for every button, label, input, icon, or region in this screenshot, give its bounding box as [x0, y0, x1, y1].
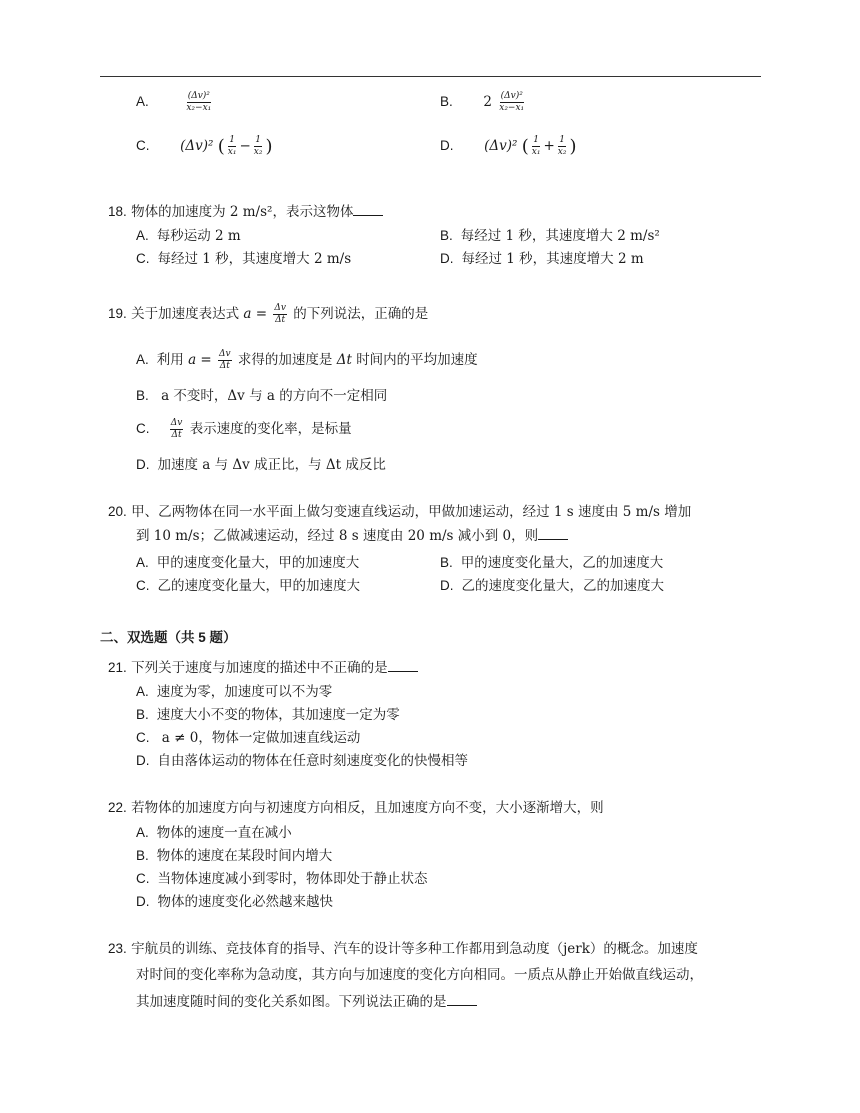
option-letter: A. [136, 684, 149, 699]
option-letter: B. [136, 848, 149, 863]
option-letter: C. [136, 578, 150, 593]
text: 每经过 1 秒，其速度增大 2 m/s² [460, 228, 660, 244]
option-letter: C. [136, 421, 150, 436]
q17-a-fraction [185, 92, 212, 113]
q21-stem [108, 656, 418, 676]
option-letter: B. [440, 94, 453, 109]
q18-option-a[interactable] [136, 224, 241, 244]
option-letter: B. [136, 707, 149, 722]
q23-stem-line1 [108, 937, 698, 957]
text: − [239, 138, 251, 154]
text: 21. [108, 660, 127, 675]
text: x₂−x₁ [186, 103, 212, 113]
option-letter: A. [136, 555, 149, 570]
q21-option-c[interactable] [136, 726, 360, 746]
answer-blank[interactable] [447, 993, 477, 1006]
text: 物体的速度一直在减小 [156, 825, 292, 841]
option-letter: D. [136, 753, 150, 768]
option-letter: B. [440, 228, 453, 243]
text: 乙的速度变化量大，甲的加速度大 [157, 578, 360, 594]
q18-option-c[interactable] [136, 247, 351, 267]
q23-stem-line2 [136, 963, 703, 983]
text: 的下列说法，正确的是 [293, 306, 429, 322]
option-letter: D. [136, 894, 150, 909]
text: + [543, 138, 555, 154]
option-letter: B. [440, 555, 453, 570]
option-letter: A. [136, 352, 149, 367]
text: 宇航员的训练、竞技体育的指导、汽车的设计等多种工作都用到急动度（jerk）的概念。加速度 [131, 941, 698, 957]
option-letter: C. [136, 730, 150, 745]
option-letter: A. [136, 94, 149, 109]
text: 2 [483, 94, 492, 110]
text: (Δv)² [180, 138, 214, 154]
q19-option-d[interactable] [136, 453, 386, 473]
text: 若物体的加速度方向与初速度方向相反，且加速度方向不变，大小逐渐增大，则 [131, 800, 604, 816]
text: 甲的速度变化量大，甲的加速度大 [156, 555, 360, 571]
text: (Δv)² [187, 91, 210, 101]
header-rule [100, 76, 761, 77]
q21-option-b[interactable] [136, 703, 400, 723]
section-title: 二、双选题（共 5 题） [100, 630, 237, 645]
q21-option-d[interactable] [136, 749, 468, 769]
text: 求得的加速度是 [237, 352, 333, 368]
q20-option-a[interactable] [136, 551, 359, 571]
option-letter: C. [136, 251, 150, 266]
text: 23. [108, 941, 127, 956]
text: 对时间的变化率称为急动度，其方向与加速度的变化方向相同。一质点从静止开始做直线运动， [136, 967, 703, 983]
text: 22. [108, 800, 127, 815]
q20-option-b[interactable] [440, 551, 663, 571]
text: (Δv)² [500, 91, 523, 101]
answer-blank[interactable] [538, 527, 568, 540]
answer-blank[interactable] [388, 659, 418, 672]
answer-blank[interactable] [353, 203, 383, 216]
q19-option-a[interactable]: A. 利用 a = $\frac{\Delta v}{\Delta t}$ 求得的加速度是 Δt 时间内的平均加速度 [136, 349, 478, 371]
text: 下列关于速度与加速度的描述中不正确的是 [131, 660, 388, 676]
q20-option-c[interactable] [136, 574, 360, 594]
option-letter: D. [440, 138, 454, 153]
text: (Δv)² [484, 138, 518, 154]
text: 甲、乙两物体在同一水平面上做匀变速直线运动，甲做加速运动，经过 1 s 速度由 5 m/s 增加 [131, 504, 692, 520]
text: 物体的加速度为 2 m/s²，表示这物体 [131, 204, 354, 220]
text: 速度为零，加速度可以不为零 [156, 684, 333, 700]
q19-option-c[interactable]: C. $\frac{\Delta v}{\Delta t}$ 表示速度的变化率，是标量 [136, 418, 352, 440]
text: 自由落体运动的物体在任意时刻速度变化的快慢相等 [157, 753, 468, 769]
q21-option-a[interactable] [136, 680, 332, 700]
option-letter: D. [440, 251, 454, 266]
q19-option-b[interactable] [136, 384, 387, 404]
text: 当物体速度减小到零时，物体即处于静止状态 [157, 871, 428, 887]
q23-stem-line3 [136, 990, 477, 1010]
q17-b-fraction [498, 92, 525, 113]
q18-stem [108, 200, 383, 220]
text: 18. [108, 204, 127, 219]
q17-option-a[interactable] [136, 92, 214, 113]
text: 到 10 m/s；乙做减速运动，经过 8 s 速度由 20 m/s 减小到 0，则 [136, 528, 539, 544]
q17-option-d[interactable]: D. (Δv)² ( $\frac{1}{\text{x₁}}$ + $\frac{1}{\text{x₂}}$ ) [440, 135, 577, 157]
q22-option-d[interactable] [136, 890, 333, 910]
q22-stem [108, 796, 604, 816]
text: 20. [108, 504, 127, 519]
text: 物体的速度变化必然越来越快 [157, 894, 333, 910]
option-letter: D. [136, 457, 150, 472]
q18-option-d[interactable] [440, 247, 644, 267]
q20-stem-line2 [136, 524, 568, 544]
text: 19. [108, 306, 127, 321]
q19-stem: 19. 关于加速度表达式 a = $\frac{\Delta v}{\Delta t}$ 的下列说法，正确的是 [108, 303, 429, 325]
option-letter: C. [136, 871, 150, 886]
option-letter: C. [136, 138, 150, 153]
text: 乙的速度变化量大，乙的加速度大 [461, 578, 664, 594]
text: Δt [336, 352, 352, 368]
q20-option-d[interactable] [440, 574, 664, 594]
text: 每经过 1 秒，其速度增大 2 m/s [157, 251, 352, 267]
q17-option-b[interactable] [440, 92, 527, 113]
option-letter: A. [136, 825, 149, 840]
q17-option-c[interactable]: C. (Δv)² ( $\frac{1}{\text{x₁}}$ − $\frac{1}{\text{x₂}}$ ) [136, 135, 273, 157]
option-letter: B. [136, 388, 149, 403]
q22-option-a[interactable] [136, 821, 292, 841]
q20-stem-line1 [108, 500, 691, 520]
text: 时间内的平均加速度 [356, 352, 478, 368]
text: 物体的速度在某段时间内增大 [156, 848, 333, 864]
text: 利用 [156, 352, 184, 368]
option-letter: A. [136, 228, 149, 243]
text: x₂−x₁ [499, 103, 525, 113]
text: 其加速度随时间的变化关系如图。下列说法正确的是 [136, 994, 447, 1010]
text: 甲的速度变化量大，乙的加速度大 [460, 555, 664, 571]
text: a 不变时，Δv 与 a 的方向不一定相同 [161, 388, 388, 404]
text: 关于加速度表达式 [131, 306, 240, 322]
q18-option-b[interactable] [440, 224, 660, 244]
text: 每经过 1 秒，其速度增大 2 m [461, 251, 644, 267]
q22-option-b[interactable] [136, 844, 332, 864]
q22-option-c[interactable] [136, 867, 428, 887]
text: 速度大小不变的物体，其加速度一定为零 [156, 707, 400, 723]
text: 加速度 a 与 Δv 成正比，与 Δt 成反比 [157, 457, 386, 473]
option-letter: D. [440, 578, 454, 593]
text: 表示速度的变化率，是标量 [189, 421, 352, 437]
text: 每秒运动 2 m [156, 228, 241, 244]
text: a ≠ 0，物体一定做加速直线运动 [161, 730, 361, 746]
